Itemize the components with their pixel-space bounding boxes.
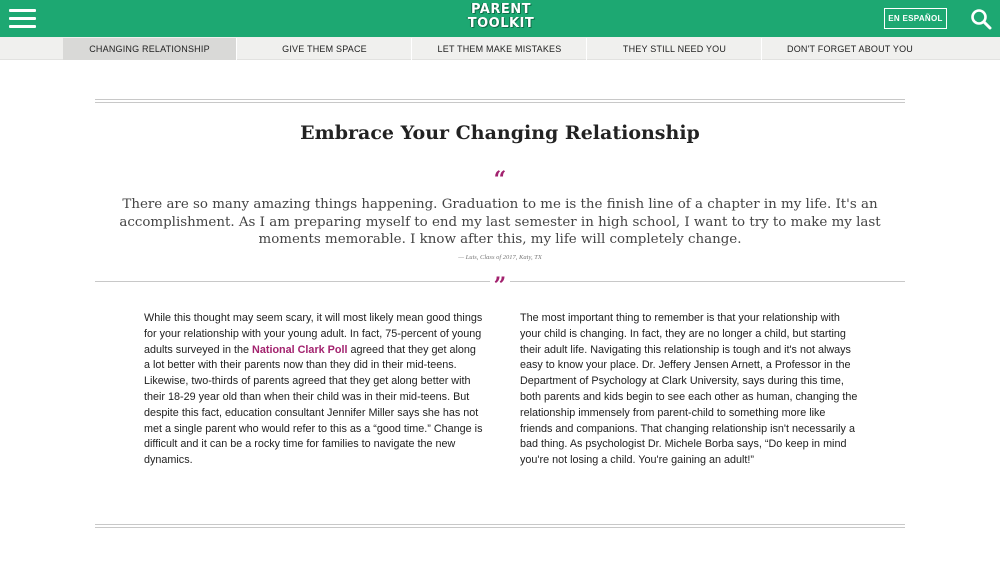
hamburger-icon[interactable] bbox=[9, 9, 36, 28]
quote-attribution: — Luis, Class of 2017, Katy, TX bbox=[458, 254, 542, 261]
tab-let-them-make-mistakes[interactable]: LET THEM MAKE MISTAKES bbox=[413, 38, 587, 60]
page-title: Embrace Your Changing Relationship bbox=[300, 122, 700, 144]
top-bar bbox=[0, 0, 1000, 37]
body-text: While this thought may seem scary, it will most likely mean good things for your relationship with your young adult. In fact, 75-percent of young adults surveyed in the bbox=[144, 312, 483, 356]
tab-give-them-space[interactable]: GIVE THEM SPACE bbox=[238, 38, 412, 60]
menu-line bbox=[9, 9, 36, 12]
body-text: The most important thing to remember is that your relationship with your child is changing. In fact, they are no longer a child, but starting their adult life. Navigating this relationship is tough and it's not always easy to know your place. Dr. Jeffery Jensen Arnett, a Professor in the Department of Psychology at Clark University, says during this time, both parents and kids begin to see each other as human, changing the relationship immensely from parent-child to something more like friends and companions. That changing relationship isn't necessarily a bad thing. As psychologist Dr. Michele Borba says, “Do keep in mind you're not losing a child. You're gaining an adult!” bbox=[520, 312, 858, 467]
parent-toolkit-logo[interactable] bbox=[462, 3, 540, 34]
body-column-left bbox=[144, 311, 484, 469]
close-quote-icon: ” bbox=[490, 275, 510, 297]
open-quote-icon: “ bbox=[493, 167, 507, 193]
section-tabs bbox=[0, 37, 1000, 60]
tab-changing-relationship[interactable]: CHANGING RELATIONSHIP bbox=[63, 38, 237, 60]
body-column-right bbox=[520, 311, 860, 469]
body-text: agreed that they get along a lot better with their parents now than they did in their mid-teens. Likewise, two-thirds of parents agreed that they get along better with their 18-29 year old than when their child was in their mid-teens. But despite this fact, education consultant Jennifer Miller says she has not met a single parent who would refer to this as a “good time.” Change is difficult and it can be a rocky time for families to navigate the new dynamics. bbox=[144, 343, 483, 467]
tab-they-still-need-you[interactable]: THEY STILL NEED YOU bbox=[588, 38, 762, 60]
menu-line bbox=[9, 25, 36, 28]
tab-dont-forget-about-you[interactable]: DON'T FORGET ABOUT YOU bbox=[787, 44, 913, 54]
divider-top bbox=[95, 99, 905, 103]
logo-line-1: PARENT bbox=[470, 2, 532, 17]
divider-bottom bbox=[95, 524, 905, 528]
national-clark-poll-link[interactable]: National Clark Poll bbox=[252, 343, 348, 356]
logo-line-2: TOOLKIT bbox=[467, 16, 535, 31]
menu-line bbox=[9, 17, 36, 20]
pull-quote: There are so many amazing things happening. Graduation to me is the finish line of a chapter in my life. It's an accomplishment. As I am preparing myself to end my last semester in high school, I want to try to make my last moments memorable. I know after this, my life will completely change. bbox=[119, 197, 881, 247]
language-button[interactable]: EN ESPAÑOL bbox=[884, 8, 947, 29]
search-icon[interactable] bbox=[970, 8, 992, 30]
